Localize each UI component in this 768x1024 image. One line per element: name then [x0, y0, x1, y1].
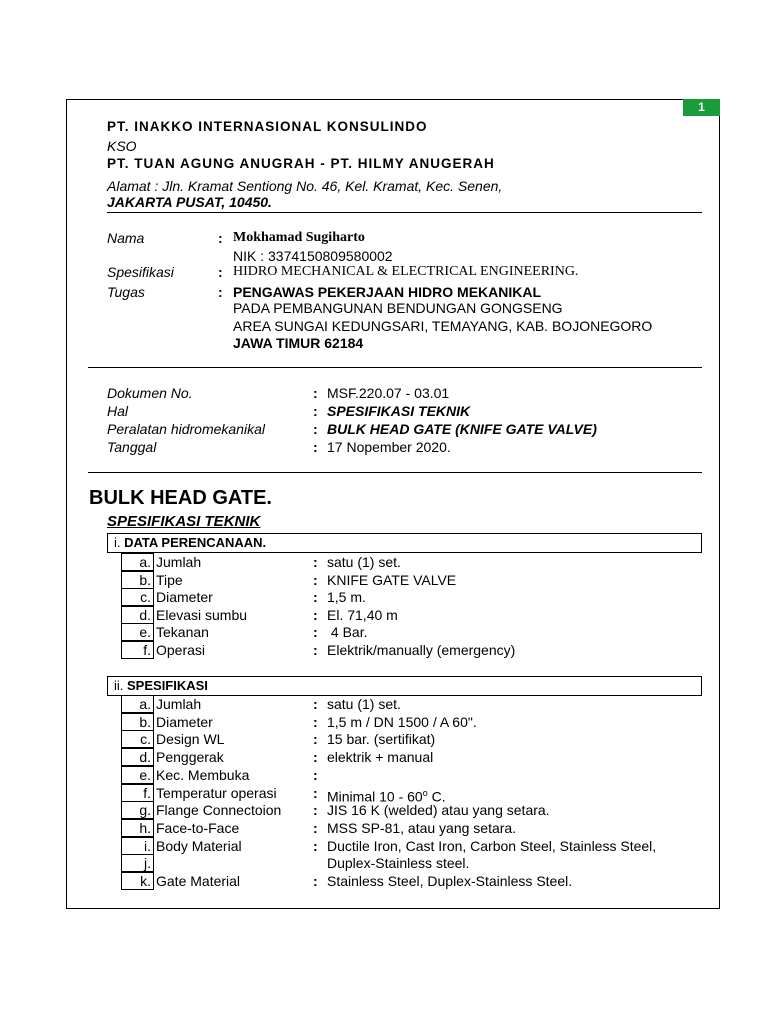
row-value-text: MSS SP-81, atau yang setara.	[327, 819, 517, 836]
row-label: Temperatur operasi	[156, 784, 277, 801]
company-name-2: PT. TUAN AGUNG ANUGRAH - PT. HILMY ANUGERAH	[107, 156, 495, 171]
row-letter: i.	[121, 837, 154, 855]
row-value-text: elektrik + manual	[327, 749, 434, 766]
row-letter: d.	[121, 606, 154, 624]
row-colon: :	[313, 642, 318, 658]
row-label: Jumlah	[156, 696, 202, 712]
peralatan-label: Peralatan hidromekanikal	[107, 421, 265, 437]
row-letter: b.	[121, 713, 154, 731]
row-colon: :	[313, 802, 318, 819]
section-1-number: i.	[114, 535, 121, 550]
row-colon: :	[313, 731, 318, 748]
row-value	[327, 571, 456, 589]
tugas-line-3: AREA SUNGAI KEDUNGSARI, TEMAYANG, KAB. BOJONEGORO	[233, 318, 653, 334]
row-value-text: KNIFE GATE VALVE	[327, 571, 457, 588]
nama-label: Nama	[107, 230, 145, 246]
row-value-text: Elektrik/manually (emergency)	[327, 642, 516, 658]
company-name-1: PT. INAKKO INTERNASIONAL KONSULINDO	[107, 119, 428, 134]
row-value	[327, 730, 435, 748]
row-value-text: JIS 16 K (welded) atau yang setara.	[327, 802, 550, 819]
tanggal-value: 17 Nopember 2020.	[327, 439, 451, 455]
dokumen-colon: :	[313, 385, 318, 401]
document-subtitle: SPESIFIKASI TEKNIK	[107, 513, 261, 530]
row-letter: f.	[121, 641, 154, 659]
row-label: Tipe	[156, 571, 183, 588]
row-label: Penggerak	[156, 749, 224, 766]
nama-colon: :	[218, 230, 223, 246]
hal-colon: :	[313, 403, 318, 419]
row-value-text: 1,5 m.	[327, 589, 366, 606]
spesifikasi-label: Spesifikasi	[107, 264, 174, 280]
row-colon: :	[313, 571, 318, 588]
row-value-text: 1,5 m / DN 1500 / A 60".	[327, 713, 477, 730]
hal-label: Hal	[107, 403, 129, 419]
row-letter: k.	[121, 872, 154, 890]
row-colon: :	[313, 606, 318, 623]
row-letter: c.	[121, 730, 154, 748]
row-value-text: Minimal 10 - 60	[327, 788, 423, 805]
tugas-line-1: PENGAWAS PEKERJAAN HIDRO MEKANIKAL	[233, 284, 542, 300]
row-colon: :	[313, 624, 318, 641]
row-colon: :	[313, 554, 318, 570]
person-divider	[88, 367, 702, 368]
tugas-line-2: PADA PEMBANGUNAN BENDUNGAN GONGSENG	[233, 300, 563, 316]
hal-value: SPESIFIKASI TEKNIK	[327, 403, 471, 419]
row-value	[327, 553, 401, 571]
section-1-header	[107, 533, 702, 553]
row-label: Flange Connectoion	[156, 802, 282, 819]
page-number-badge: 1	[683, 99, 720, 116]
row-label: Diameter	[156, 713, 213, 730]
document-title: BULK HEAD GATE.	[89, 487, 272, 509]
row-letter: b.	[121, 571, 154, 589]
degree-superscript: o	[422, 787, 428, 798]
row-letter: d.	[121, 748, 154, 766]
row-value	[327, 837, 656, 855]
row-letter: j.	[121, 854, 154, 872]
address-line-1: Alamat : Jln. Kramat Sentiong No. 46, Kel. Kramat, Kec. Senen,	[107, 178, 503, 194]
kso-label: KSO	[107, 138, 137, 154]
row-colon: :	[313, 766, 318, 783]
tanggal-label: Tanggal	[107, 439, 157, 455]
row-colon: :	[313, 784, 318, 801]
row-letter: a.	[121, 695, 154, 713]
row-value	[327, 623, 367, 641]
row-colon: :	[313, 589, 318, 606]
spesifikasi-value: HIDRO MECHANICAL & ELECTRICAL ENGINEERING.	[233, 264, 579, 279]
row-letter: g.	[121, 801, 154, 819]
row-value	[327, 588, 366, 606]
row-value	[327, 606, 398, 624]
row-colon: :	[313, 837, 318, 854]
row-label: Face-to-Face	[156, 819, 240, 836]
row-value	[327, 872, 572, 890]
row-colon: :	[313, 873, 318, 889]
section-2-number: ii.	[114, 678, 124, 693]
row-label: Diameter	[156, 589, 213, 606]
row-label: Tekanan	[156, 624, 209, 641]
row-label: Operasi	[156, 642, 206, 658]
row-value-text: satu (1) set.	[327, 554, 401, 570]
spesifikasi-colon: :	[218, 264, 223, 280]
dokumen-label: Dokumen No.	[107, 385, 193, 401]
row-value-text: 4 Bar.	[327, 624, 368, 641]
peralatan-colon: :	[313, 421, 318, 437]
row-value	[327, 819, 516, 837]
section-2-header	[107, 676, 702, 696]
nik-value: NIK : 3374150809580002	[233, 248, 393, 264]
row-value	[327, 713, 477, 731]
row-value	[327, 801, 550, 819]
tugas-label: Tugas	[107, 284, 145, 300]
row-value-text: satu (1) set.	[327, 696, 401, 712]
row-value-text: Stainless Steel, Duplex-Stainless Steel.	[327, 873, 573, 889]
tugas-colon: :	[218, 284, 223, 300]
peralatan-value: BULK HEAD GATE (KNIFE GATE VALVE)	[327, 421, 597, 437]
row-letter: c.	[121, 588, 154, 606]
row-label: Jumlah	[156, 554, 202, 570]
row-letter: e.	[121, 766, 154, 784]
row-letter: h.	[121, 819, 154, 837]
row-value-text: 15 bar. (sertifikat)	[327, 731, 436, 748]
dokumen-value: MSF.220.07 - 03.01	[327, 385, 450, 401]
row-letter: a.	[121, 553, 154, 571]
row-label: Body Material	[156, 837, 242, 854]
tanggal-colon: :	[313, 439, 318, 455]
row-value	[327, 748, 433, 766]
row-value-suffix: C.	[427, 788, 446, 805]
section-2-title: SPESIFIKASI	[127, 678, 208, 693]
row-value-text: Duplex-Stainless steel.	[327, 855, 470, 872]
document-divider	[88, 472, 702, 473]
row-label: Kec. Membuka	[156, 766, 250, 783]
row-value	[327, 854, 469, 872]
row-value	[327, 641, 515, 659]
row-letter: f.	[121, 784, 154, 802]
section-1-title: DATA PERENCANAAN.	[124, 535, 267, 550]
address-line-2: JAKARTA PUSAT, 10450.	[107, 194, 272, 210]
row-colon: :	[313, 819, 318, 836]
row-label: Elevasi sumbu	[156, 606, 248, 623]
nama-value: Mokhamad Sugiharto	[233, 230, 365, 245]
row-colon: :	[313, 713, 318, 730]
row-letter: e.	[121, 623, 154, 641]
header-divider	[107, 212, 702, 213]
row-colon: :	[313, 696, 318, 712]
row-value-text: El. 71,40 m	[327, 606, 398, 623]
row-label: Design WL	[156, 731, 225, 748]
row-colon: :	[313, 749, 318, 766]
row-value-text: Ductile Iron, Cast Iron, Carbon Steel, Stainless Steel,	[327, 837, 657, 854]
row-label: Gate Material	[156, 873, 241, 889]
tugas-line-4: JAWA TIMUR 62184	[233, 335, 364, 351]
row-value	[327, 695, 401, 713]
